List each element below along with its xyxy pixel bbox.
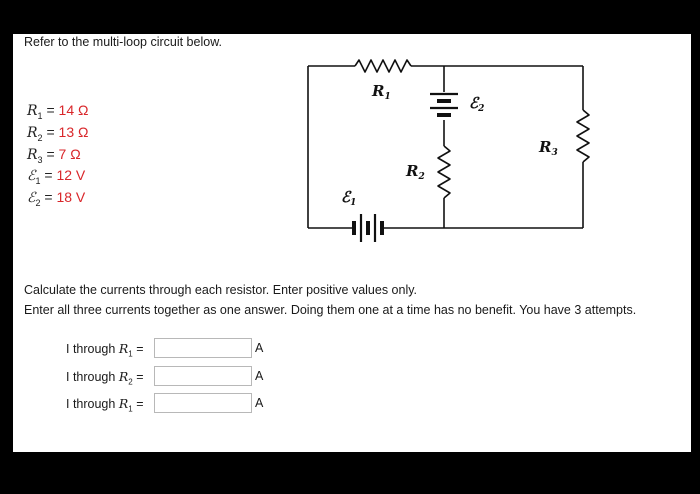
- resistor-r1: [355, 60, 411, 72]
- given-e1-sub: 1: [35, 175, 41, 186]
- given-e2-value: 18 V: [56, 189, 86, 205]
- answer-input-r3[interactable]: [154, 393, 252, 413]
- answer-symbol-1: R: [118, 341, 129, 356]
- given-r3: $R_3 = 7$ Ω: [27, 146, 81, 165]
- answer-unit-3: A: [255, 396, 264, 410]
- resistor-r3: [577, 110, 589, 162]
- answer-sub-1: 1: [128, 349, 133, 359]
- answer-eq-3: =: [136, 397, 144, 411]
- answer-eq-1: =: [136, 342, 144, 356]
- given-e2-sub: 2: [35, 197, 41, 208]
- answer-prefix-2: I through: [66, 370, 116, 384]
- answer-label-3: [66, 396, 144, 414]
- instruction-line-1: Calculate the currents through each resistor. Enter positive values only.: [24, 283, 418, 297]
- answer-symbol-2: R: [118, 369, 129, 384]
- answer-symbol-3: R: [118, 396, 129, 411]
- question-panel: [13, 34, 691, 452]
- given-r1: $R_1 = 14$ Ω: [27, 102, 89, 121]
- label-e1: ℰ$_1$: [341, 188, 357, 208]
- given-r2-symbol: R: [27, 125, 38, 141]
- given-e1-symbol: ℰ: [27, 168, 36, 184]
- answer-label-2: [66, 369, 144, 387]
- answer-eq-2: =: [136, 370, 144, 384]
- resistor-r2: [438, 146, 450, 198]
- instruction-line-2: Enter all three currents together as one answer. Doing them one at a time has no benefit. You have 3 attempts.: [24, 303, 637, 317]
- circuit-diagram: [13, 34, 691, 274]
- given-r2-value: 13 Ω: [58, 124, 89, 140]
- given-r3-symbol: R: [27, 147, 38, 163]
- given-r1-symbol: R: [27, 103, 38, 119]
- given-r3-value: 7 Ω: [58, 146, 81, 162]
- given-r1-sub: 1: [37, 110, 43, 121]
- given-e2: ℰ$_2$ = 18 V: [27, 189, 86, 208]
- intro-text: Refer to the multi-loop circuit below.: [24, 35, 223, 49]
- given-e1-value: 12 V: [56, 167, 86, 183]
- answer-unit-1: A: [255, 341, 264, 355]
- answer-input-r1[interactable]: [154, 338, 252, 358]
- label-r1: $R_1$: [372, 82, 391, 102]
- answer-prefix-3: I through: [66, 397, 116, 411]
- label-r2: $R_2$: [406, 162, 425, 182]
- answer-prefix-1: I through: [66, 342, 116, 356]
- given-r2-sub: 2: [37, 132, 43, 143]
- given-r2: $R_2 = 13$ Ω: [27, 124, 89, 143]
- answer-sub-2: 2: [128, 377, 133, 387]
- answer-sub-3: 1: [128, 404, 133, 414]
- given-e1: ℰ$_1$ = 12 V: [27, 167, 86, 186]
- label-r3: $R_3$: [539, 138, 558, 158]
- answer-input-r2[interactable]: [154, 366, 252, 386]
- label-e2: ℰ$_2$: [469, 94, 485, 114]
- answer-unit-2: A: [255, 369, 264, 383]
- battery-e1: [354, 214, 382, 242]
- given-r1-value: 14 Ω: [58, 102, 89, 118]
- given-e2-symbol: ℰ: [27, 190, 36, 206]
- battery-e2: [430, 94, 458, 115]
- given-r3-sub: 3: [37, 154, 43, 165]
- answer-label-1: [66, 341, 144, 359]
